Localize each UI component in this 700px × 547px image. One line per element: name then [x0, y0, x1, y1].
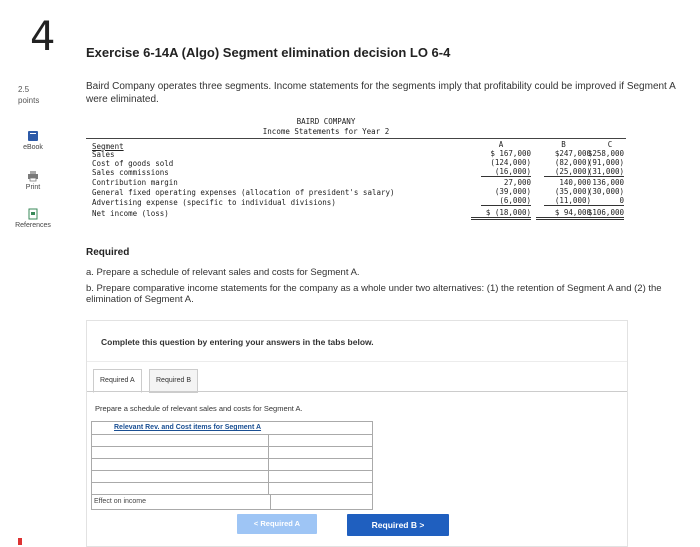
question-number: 4: [30, 14, 56, 60]
col-c-value: (31,000): [587, 167, 624, 176]
required-heading: Required: [86, 247, 130, 258]
col-c-total: $106,000: [579, 208, 624, 220]
grid-row: [92, 483, 372, 495]
problem-intro: Baird Company operates three segments. Income statements for the segments imply that profitability could be improved if Segment A were eliminated.: [86, 81, 676, 105]
requirement-a: a. Prepare a schedule of relevant sales and costs for Segment A.: [86, 267, 360, 278]
prev-required-button[interactable]: < Required A: [237, 514, 317, 534]
statement-subtitle: Income Statements for Year 2: [262, 127, 390, 136]
col-b-value: 140,000: [559, 178, 591, 187]
statement-heading: [86, 117, 566, 137]
next-required-button[interactable]: Required B >: [347, 514, 449, 536]
effect-on-income-input[interactable]: [270, 495, 372, 509]
col-b-value: (25,000): [544, 167, 591, 177]
company-name: BAIRD COMPANY: [296, 117, 356, 126]
col-b-value: (82,000): [554, 158, 591, 167]
col-b-value: (11,000): [544, 196, 591, 206]
print-link[interactable]: [12, 170, 54, 191]
col-c-value: $258,000: [587, 149, 624, 158]
grid-row: [92, 447, 372, 459]
heading-rule: [86, 138, 626, 139]
row-label: Segment: [92, 142, 124, 151]
col-b-value: $247,000: [554, 149, 591, 158]
grid-row: [92, 459, 372, 471]
col-a-total: $ (18,000): [471, 208, 531, 220]
col-a-value: (16,000): [481, 167, 531, 177]
answer-workspace: [86, 320, 628, 547]
amount-input[interactable]: [270, 435, 371, 446]
tab-required-a[interactable]: Required A: [93, 369, 142, 393]
col-a-value: 27,000: [503, 178, 531, 187]
col-b-value: (35,000): [554, 187, 591, 196]
printer-icon: [27, 170, 39, 182]
row-label: Contribution margin: [92, 178, 178, 187]
exercise-title: Exercise 6-14A (Algo) Segment elimination decision LO 6-4: [86, 45, 451, 60]
item-input[interactable]: [92, 483, 269, 494]
answer-grid: [91, 421, 373, 510]
grid-row: [92, 471, 372, 483]
row-label: Net income (loss): [92, 209, 169, 218]
effect-on-income-label: Effect on income: [94, 498, 147, 505]
item-input[interactable]: [92, 435, 269, 446]
row-label: Cost of goods sold: [92, 159, 174, 168]
col-c-value: 0: [586, 196, 624, 206]
row-label: General fixed operating expenses (allocation of president's salary): [92, 188, 395, 197]
requirement-b: b. Prepare comparative income statements for the company as a whole under two alternatives: (1) the retention of Segment A and (2) the elimination of Segment A.: [86, 283, 662, 305]
col-b-header: B: [561, 140, 566, 149]
grid-row: [92, 435, 372, 447]
tab-rule: [87, 391, 627, 392]
grid-header: Relevant Rev. and Cost items for Segment A: [92, 422, 372, 435]
amount-input[interactable]: [270, 483, 371, 494]
col-b-total: $ 94,000: [536, 208, 591, 220]
row-label: Sales commissions: [92, 168, 169, 177]
item-input[interactable]: [92, 447, 269, 458]
col-a-value: $ 167,000: [490, 149, 531, 158]
amount-input[interactable]: [270, 459, 371, 470]
amount-input[interactable]: [270, 471, 371, 482]
workspace-divider: [87, 361, 627, 362]
references-label: References: [15, 222, 51, 229]
points-block: [18, 84, 39, 106]
effect-on-income-row: [92, 495, 372, 509]
col-a-value: (6,000): [481, 196, 531, 206]
col-c-value: 136,000: [592, 178, 624, 187]
col-c-value: (91,000): [587, 158, 624, 167]
page-marker: [18, 538, 22, 545]
book-icon: [27, 130, 39, 142]
references-icon: [27, 208, 39, 220]
workspace-instruction: Complete this question by entering your answers in the tabs below.: [101, 337, 374, 347]
col-c-header: C: [607, 140, 613, 149]
col-c-value: (30,000): [587, 187, 624, 196]
amount-input[interactable]: [270, 447, 371, 458]
row-label: Sales: [92, 150, 115, 159]
tab-required-b[interactable]: Required B: [149, 369, 198, 393]
col-a-value: (124,000): [490, 158, 531, 167]
col-a-header: A: [498, 140, 504, 149]
row-label: Advertising expense (specific to individual divisions): [92, 198, 336, 207]
tab-prompt: Prepare a schedule of relevant sales and costs for Segment A.: [95, 404, 303, 413]
references-link[interactable]: [12, 208, 54, 229]
col-a-value: (39,000): [494, 187, 531, 196]
ebook-link[interactable]: [12, 130, 54, 151]
print-label: Print: [25, 184, 41, 191]
item-input[interactable]: [92, 471, 269, 482]
points-label: points: [18, 96, 40, 105]
item-input[interactable]: [92, 459, 269, 470]
points-value: 2.5: [18, 85, 30, 94]
ebook-label: eBook: [23, 144, 43, 151]
